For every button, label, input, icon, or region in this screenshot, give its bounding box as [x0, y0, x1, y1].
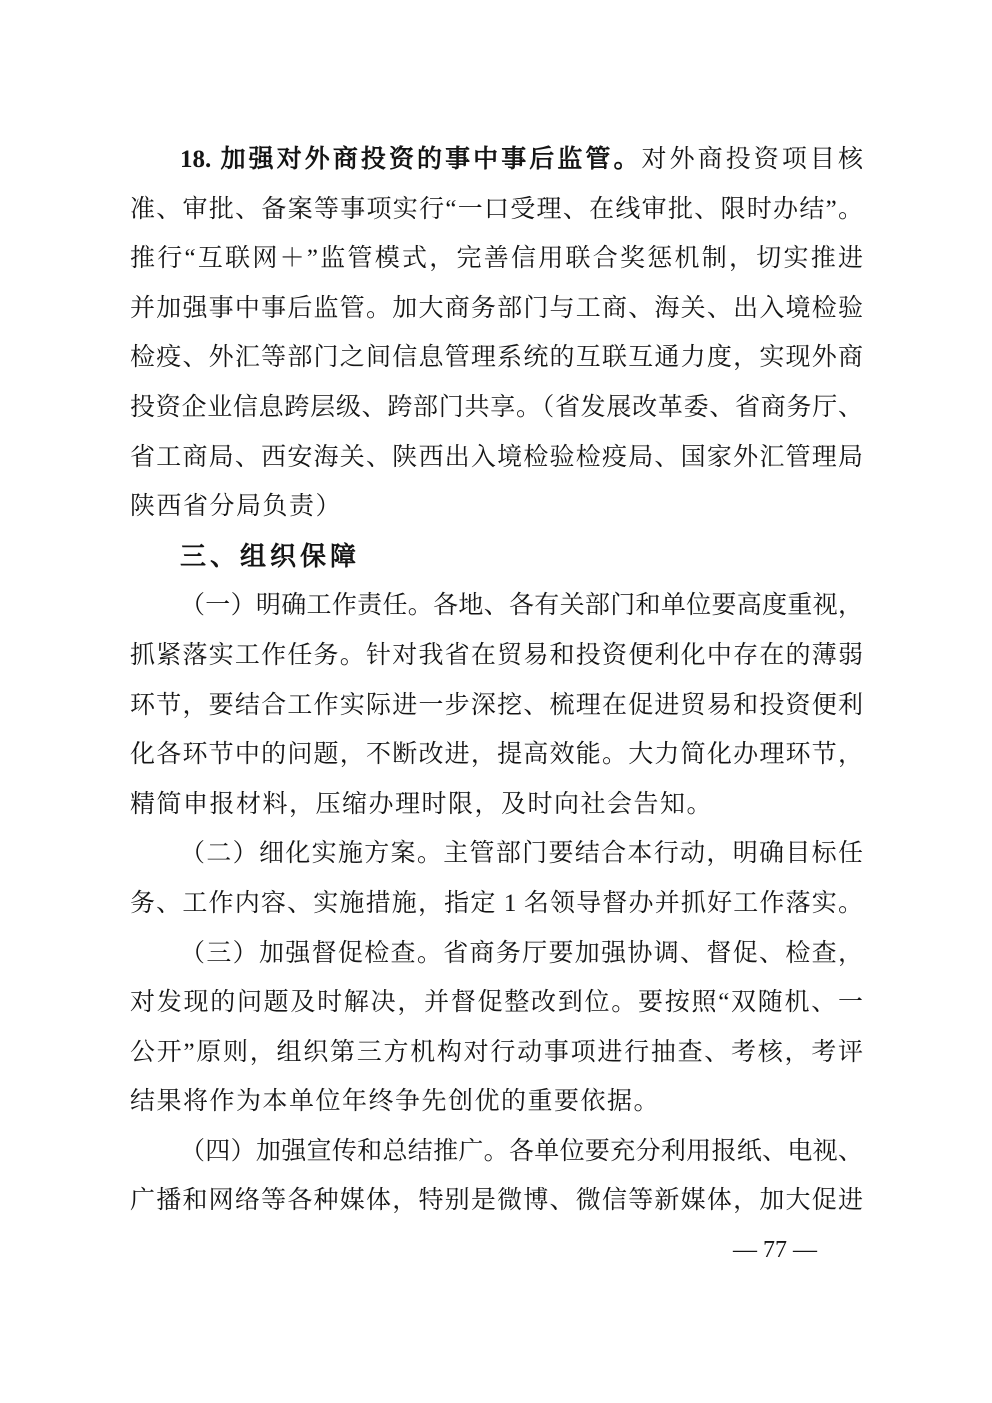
text-line: [130, 135, 863, 185]
text-line: 陕西省分局负责）: [130, 493, 343, 521]
document-page: [130, 135, 863, 1226]
text-line: 推行“互联网＋”监管模式，完善信用联合奖惩机制，切实推进: [130, 245, 863, 273]
text-line: 公开”原则，组织第三方机构对行动事项进行抽查、考核，考评: [130, 1038, 863, 1066]
text-line: 环节，要结合工作实际进一步深挖、梳理在促进贸易和投资便利: [130, 691, 863, 719]
paragraph-lead: （四）加强宣传和总结推广。: [180, 1137, 509, 1165]
text-line: 广播和网络等各种媒体，特别是微博、微信等新媒体，加大促进: [130, 1187, 863, 1215]
paragraph-3: [130, 929, 863, 1127]
text-line: [130, 581, 863, 631]
line-text: 对外商投资项目核: [641, 146, 863, 173]
line-text: 各单位要充分利用报纸、电视、: [509, 1137, 863, 1165]
paragraph-4: [130, 1127, 863, 1226]
text-line: 投资企业信息跨层级、跨部门共享。（省发展改革委、省商务厅、: [130, 393, 863, 421]
section-heading: 三、组织保障: [180, 541, 361, 571]
text-line: [130, 929, 863, 979]
paragraph-1: [130, 581, 863, 829]
paragraph-lead: （二）细化实施方案。: [180, 840, 444, 868]
text-line: 并加强事中事后监管。加大商务部门与工商、海关、出入境检验: [130, 294, 863, 322]
text-line: 省工商局、西安海关、陕西出入境检验检疫局、国家外汇管理局: [130, 443, 863, 471]
text-line: 结果将作为本单位年终争先创优的重要依据。: [130, 1088, 661, 1116]
page-number: — 77 —: [733, 1237, 817, 1263]
line-text: 主管部门要结合本行动，明确目标任: [443, 840, 863, 868]
line-text: 各地、各有关部门和单位要高度重视，: [433, 592, 863, 620]
paragraph-lead: （一）明确工作责任。: [180, 592, 434, 620]
paragraph-2: [130, 829, 863, 928]
text-line: 准、审批、备案等事项实行“一口受理、在线审批、限时办结”。: [130, 195, 863, 223]
text-line: 精简申报材料，压缩办理时限，及时向社会告知。: [130, 790, 714, 818]
text-line: 务、工作内容、实施措施，指定 1 名领导督办并抓好工作落实。: [130, 889, 863, 917]
text-line: 对发现的问题及时解决，并督促整改到位。要按照“双随机、一: [130, 989, 863, 1017]
text-line: 化各环节中的问题，不断改进，提高效能。大力简化办理环节，: [130, 741, 863, 769]
text-line: [130, 829, 863, 879]
text-line: 抓紧落实工作任务。针对我省在贸易和投资便利化中存在的薄弱: [130, 641, 863, 669]
text-line: 检疫、外汇等部门之间信息管理系统的互联互通力度，实现外商: [130, 344, 863, 372]
paragraph-lead: （三）加强督促检查。: [180, 939, 444, 967]
line-text: 省商务厅要加强协调、督促、检查，: [443, 939, 863, 967]
item-18-title: 18. 加强对外商投资的事中事后监管。: [180, 146, 642, 173]
text-line: [130, 1127, 863, 1177]
item-18-paragraph: [130, 135, 863, 532]
